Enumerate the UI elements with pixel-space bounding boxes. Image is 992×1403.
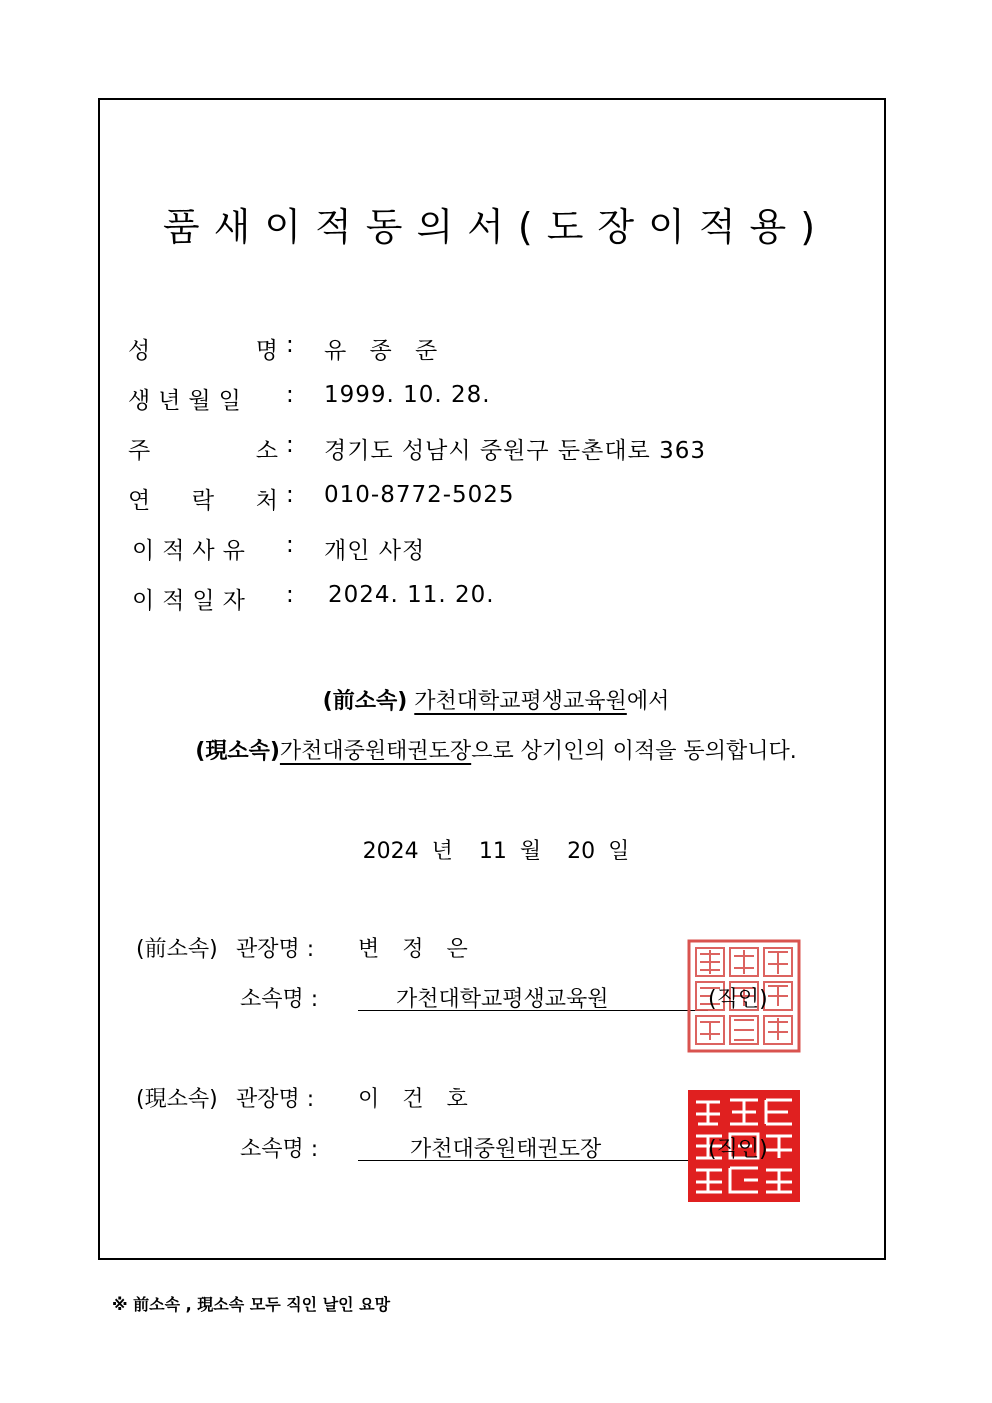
field-name-label: 성 명	[128, 338, 278, 364]
sign-date	[0, 834, 992, 865]
prev-org-name: 가천대학교평생교육원	[396, 987, 609, 1012]
consent-prev-org: 가천대학교평생교육원	[414, 689, 627, 714]
field-birth-value: 1999. 10. 28.	[324, 382, 491, 408]
field-contact-value: 010-8772-5025	[324, 482, 515, 508]
consent-prev-tag: (前소속)	[322, 689, 408, 714]
prev-org-underline	[358, 1010, 708, 1011]
curr-seal-note: (직인)	[708, 1137, 768, 1162]
field-colon: :	[286, 482, 294, 508]
sign-day-unit: 일	[608, 839, 630, 864]
consent-line-1	[0, 684, 992, 715]
field-date-value: 2024. 11. 20.	[328, 582, 495, 608]
sign-month: 11	[478, 839, 507, 864]
consent-curr-suffix: 으로 상기인의 이적을 동의합니다.	[471, 739, 797, 764]
prev-director-name: 변 정 은	[358, 937, 476, 962]
curr-org-name: 가천대중원태권도장	[410, 1137, 602, 1162]
footnote: ※ 前소속 , 現소속 모두 직인 날인 요망	[112, 1295, 391, 1314]
field-colon: :	[286, 382, 294, 408]
field-reason-label: 이적사유	[132, 538, 253, 564]
document-title: 품새이적동의서(도장이적용)	[162, 205, 830, 249]
sign-year-unit: 년	[431, 839, 453, 864]
field-date-label: 이적일자	[132, 588, 253, 614]
prev-seal-note: (직인)	[708, 987, 768, 1012]
sign-year: 2024	[362, 839, 419, 864]
field-address-value: 경기도 성남시 중원구 둔촌대로 363	[324, 438, 706, 464]
field-contact-label: 연 락 처	[128, 488, 278, 514]
field-name-value: 유 종 준	[324, 338, 446, 364]
curr-tag: (現소속)	[136, 1087, 218, 1112]
field-colon: :	[286, 532, 294, 558]
field-address-label: 주 소	[128, 438, 278, 464]
field-colon: :	[286, 432, 294, 458]
field-colon: :	[286, 582, 294, 608]
consent-prev-suffix: 에서	[626, 689, 670, 714]
consent-curr-tag: (現소속)	[195, 739, 280, 764]
field-birth-label: 생년월일	[128, 388, 249, 414]
sign-month-unit: 월	[519, 839, 542, 864]
curr-org-underline	[358, 1160, 708, 1161]
field-reason-value: 개인 사정	[324, 538, 426, 564]
curr-director-name: 이 건 호	[358, 1087, 476, 1112]
consent-curr-org: 가천대중원태권도장	[279, 739, 472, 764]
prev-tag: (前소속)	[136, 937, 218, 962]
curr-org-label: 소속명 :	[240, 1137, 319, 1162]
curr-director-label: 관장명 :	[236, 1087, 315, 1112]
sign-day: 20	[567, 839, 596, 864]
prev-director-label: 관장명 :	[236, 937, 315, 962]
field-colon: :	[286, 332, 294, 358]
prev-org-label: 소속명 :	[240, 987, 319, 1012]
consent-line-2	[0, 734, 992, 765]
